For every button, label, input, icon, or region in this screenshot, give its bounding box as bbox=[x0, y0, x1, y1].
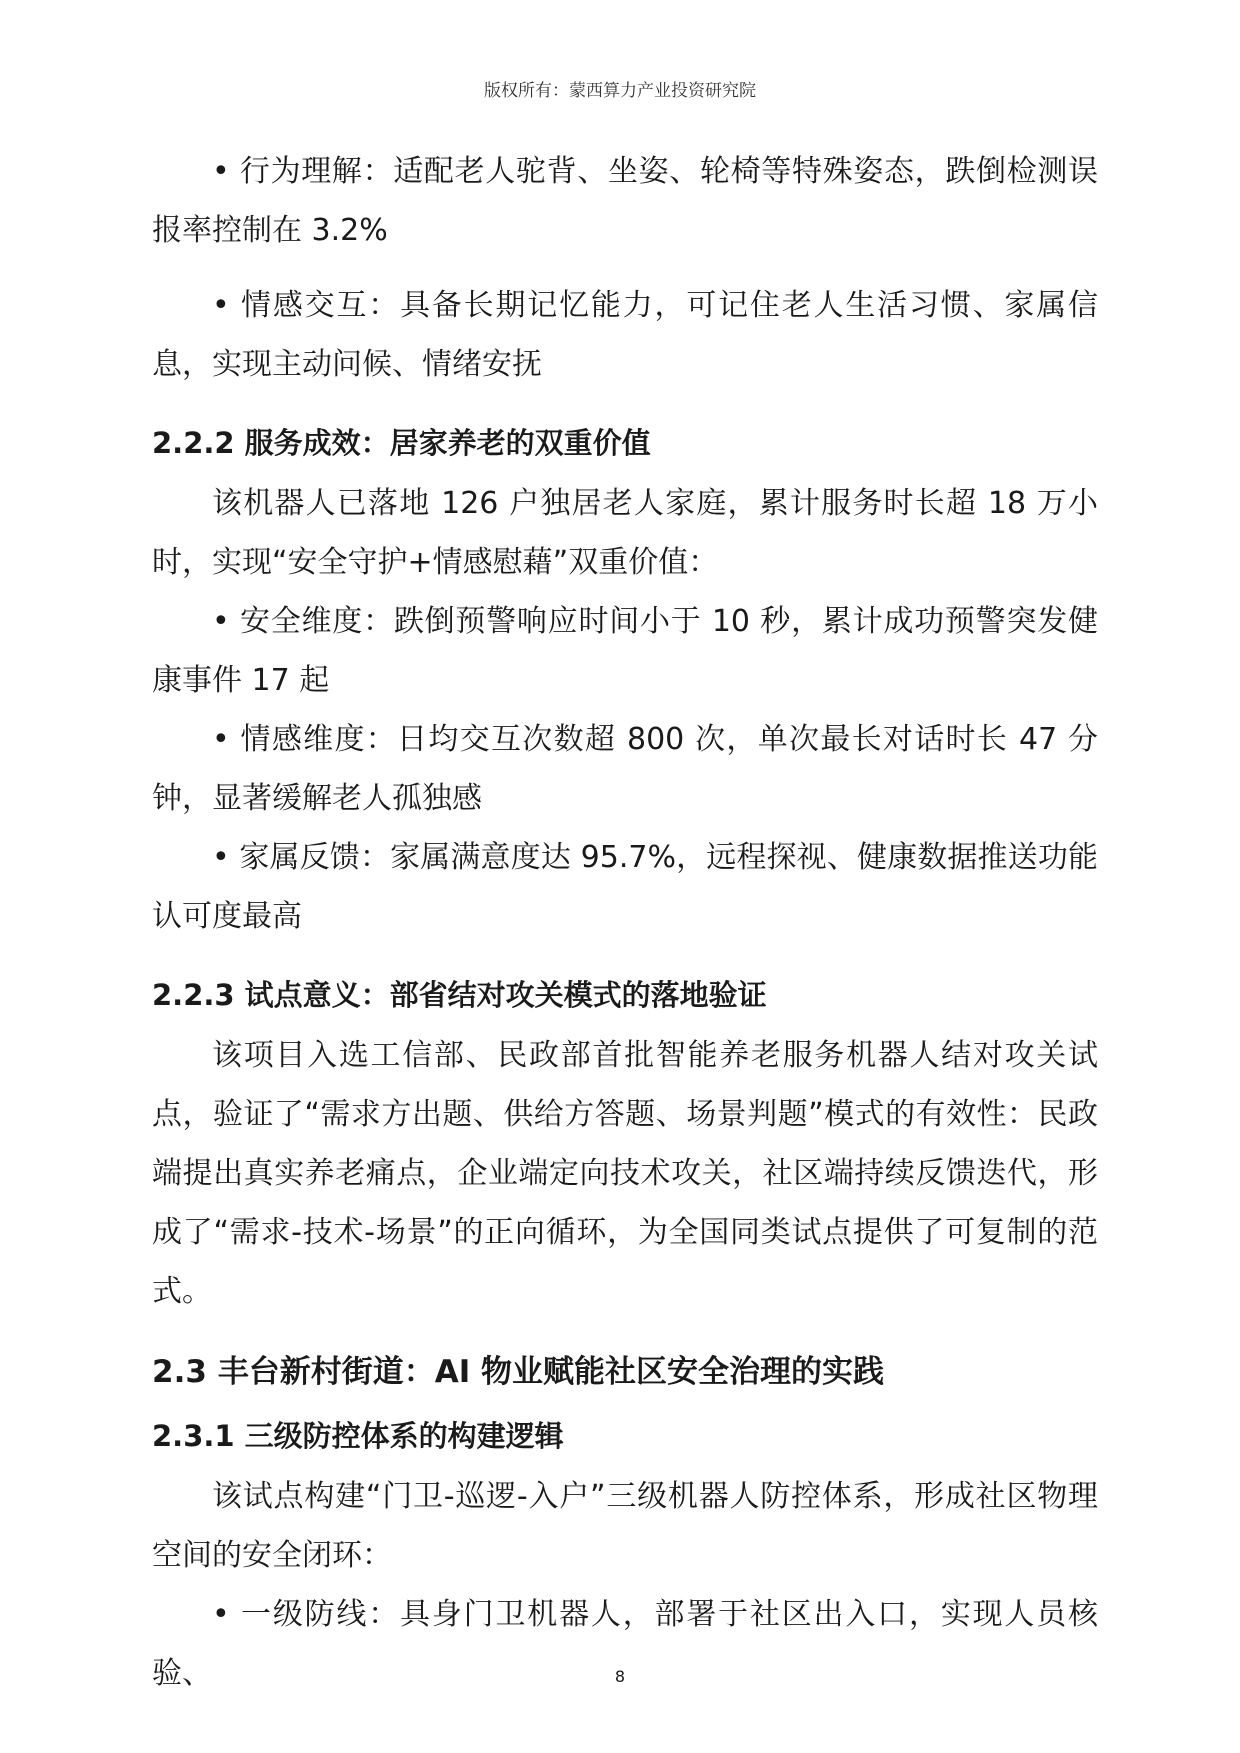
heading-2-2-2: 2.2.2 服务成效：居家养老的双重价值 bbox=[152, 426, 651, 460]
bullet-behavior-understanding: • 行为理解：适配老人驼背、坐姿、轮椅等特殊姿态，跌倒检测误报率控制在 3.2% bbox=[152, 154, 1098, 248]
heading-2-2-3: 2.2.3 试点意义：部省结对攻关模式的落地验证 bbox=[152, 978, 767, 1012]
bullet-emotional-interaction: • 情感交互：具备长期记忆能力，可记住老人生活习惯、家属信息，实现主动问候、情绪安抚 bbox=[152, 288, 1098, 382]
heading-2-3-1: 2.3.1 三级防控体系的构建逻辑 bbox=[152, 1419, 564, 1453]
bullet-emotion-dimension: • 情感维度：日均交互次数超 800 次，单次最长对话时长 47 分钟，显著缓解老人孤独感 bbox=[152, 722, 1098, 816]
bullet-family-feedback: • 家属反馈：家属满意度达 95.7%，远程探视、健康数据推送功能认可度最高 bbox=[152, 840, 1098, 934]
bullet-first-line: • 一级防线：具身门卫机器人，部署于社区出入口，实现人员核验、 bbox=[152, 1597, 1098, 1691]
document-body bbox=[152, 142, 1098, 1703]
paragraph-three-level-system: 该试点构建“门卫-巡逻-入户”三级机器人防控体系，形成社区物理空间的安全闭环： bbox=[152, 1479, 1098, 1573]
bullet-safety-dimension: • 安全维度：跌倒预警响应时间小于 10 秒，累计成功预警突发健康事件 17 起 bbox=[152, 604, 1098, 698]
heading-2-3: 2.3 丰台新村街道：AI 物业赋能社区安全治理的实践 bbox=[152, 1354, 885, 1390]
page-header: 版权所有：蒙西算力产业投资研究院 bbox=[484, 81, 756, 101]
page-number: 8 bbox=[614, 1667, 626, 1686]
paragraph-service-results: 该机器人已落地 126 户独居老人家庭，累计服务时长超 18 万小时，实现“安全守护+情感慰藉”双重价值： bbox=[152, 486, 1098, 580]
paragraph-pilot-significance: 该项目入选工信部、民政部首批智能养老服务机器人结对攻关试点，验证了“需求方出题、供给方答题、场景判题”模式的有效性：民政端提出真实养老痛点，企业端定向技术攻关，社区端持续反馈迭代，形成了“需求-技术-场景”的正向循环，为全国同类试点提供了可复制的范式。 bbox=[152, 1038, 1098, 1309]
